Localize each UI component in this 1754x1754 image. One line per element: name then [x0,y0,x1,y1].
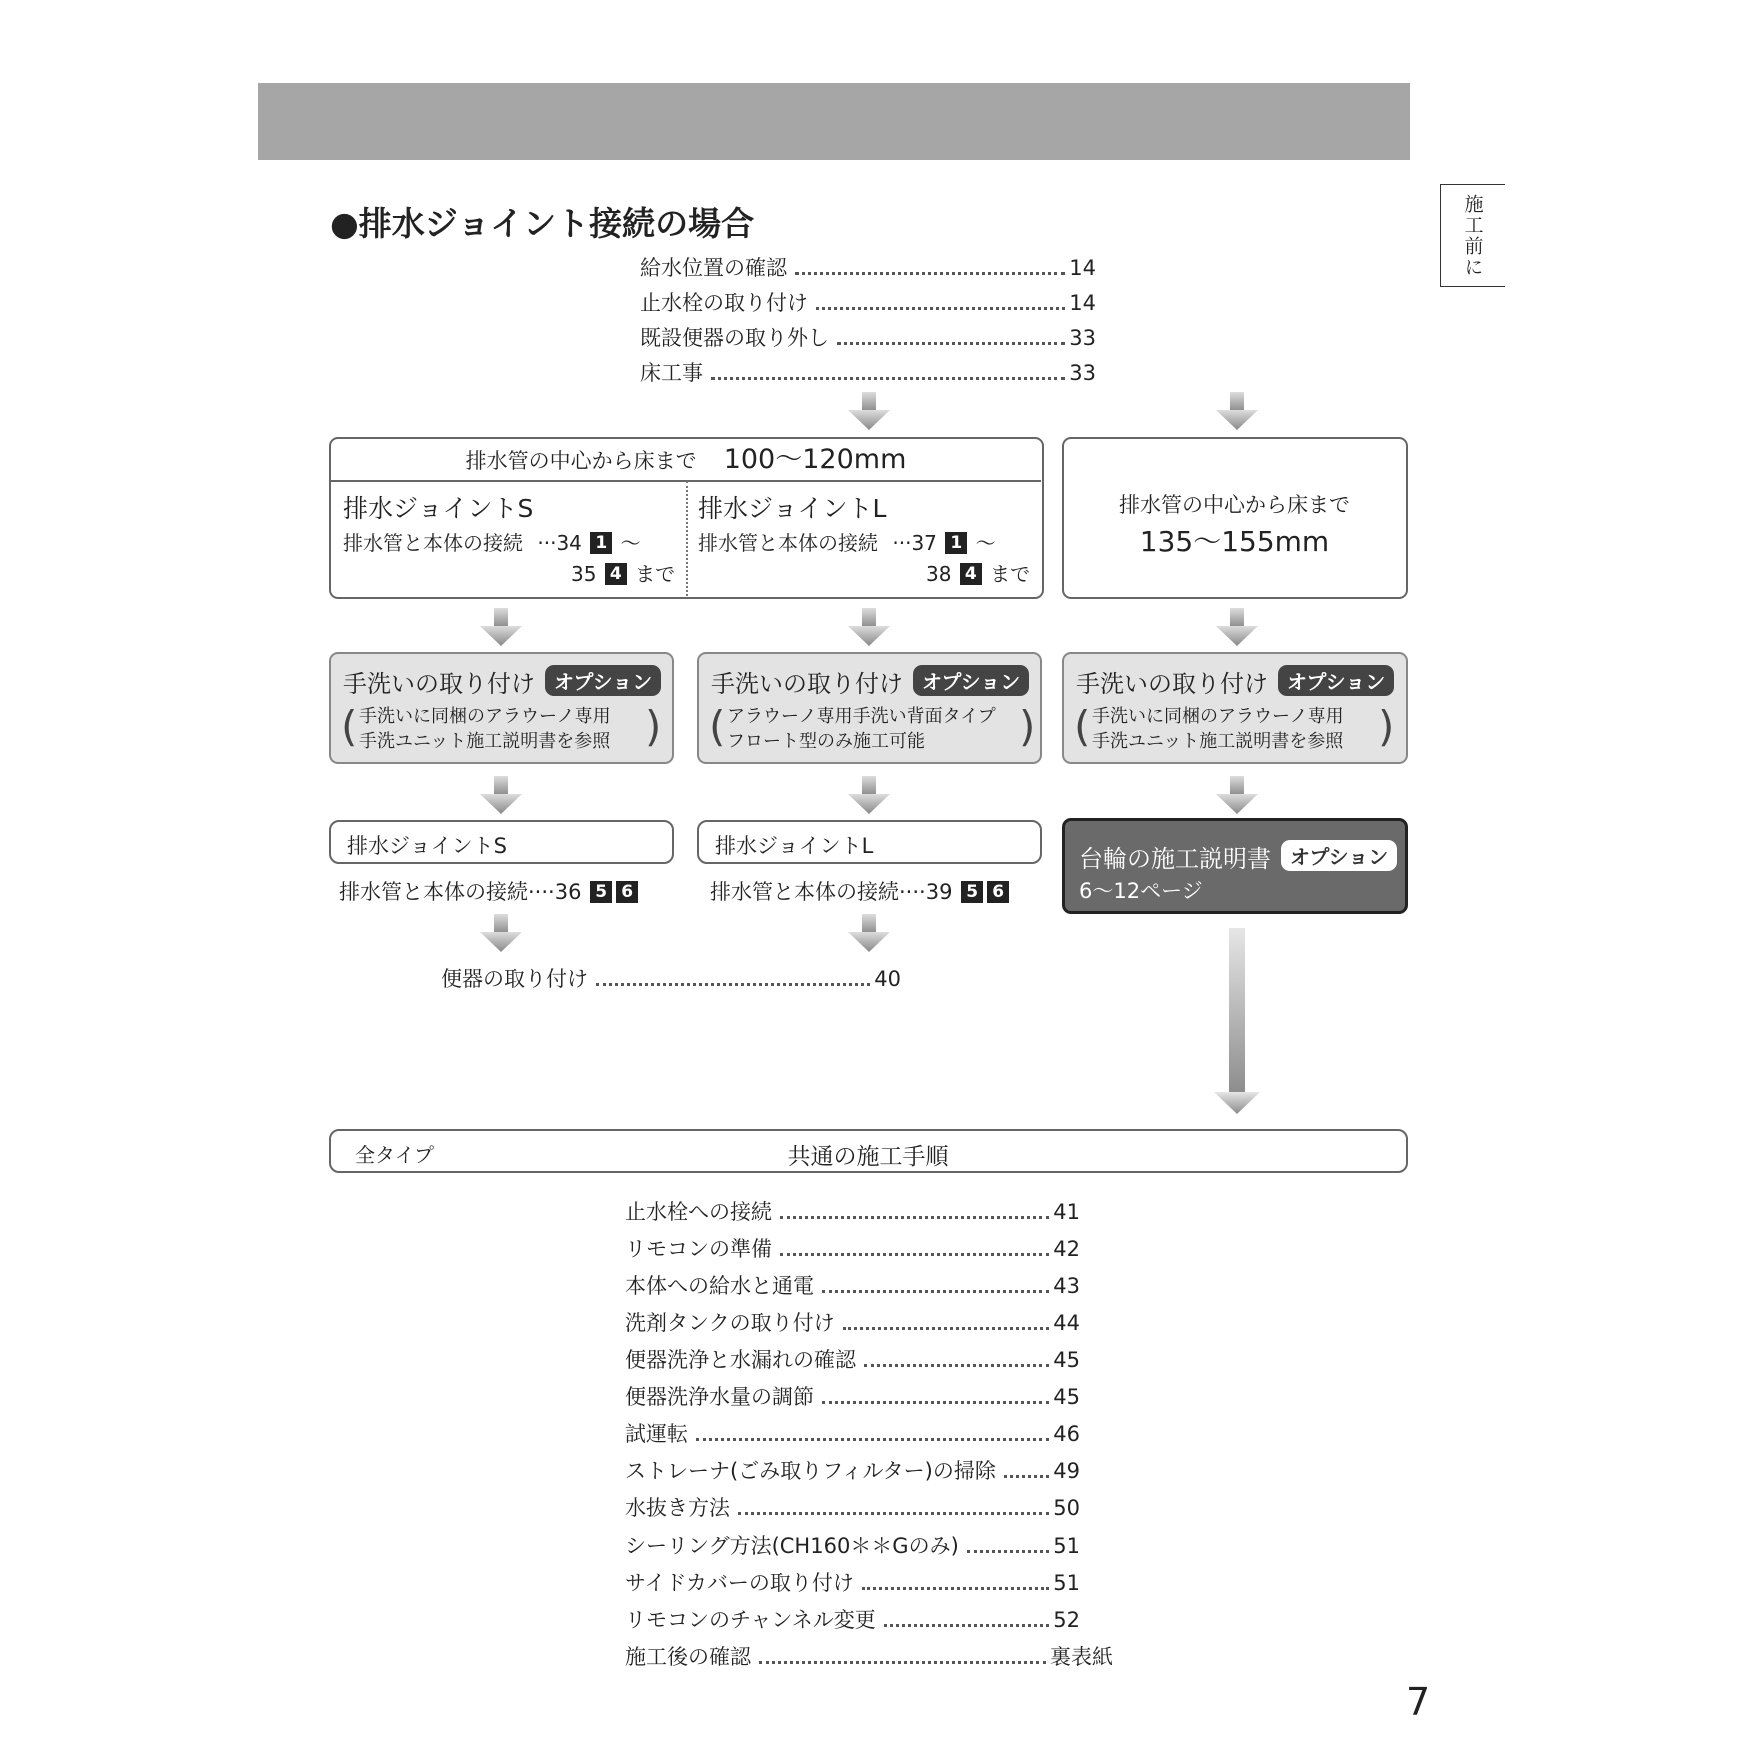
toc-page: 41 [1053,1200,1080,1224]
tilde: 〜 [975,531,996,555]
handwash-title-text: 手洗いの取り付け [343,670,535,698]
range-divider [686,481,688,596]
arrow-down-icon [848,392,890,430]
common-type: 全タイプ [355,1143,434,1167]
step-badge: 1 [945,532,967,554]
section-title: ●排水ジョイント接続の場合 [330,204,755,243]
toc-page: 45 [1053,1348,1080,1372]
joint-s-ref2: 35 [571,562,597,586]
option-badge: オプション [545,665,661,696]
joint-s-line [343,527,641,556]
option-badge: オプション [913,665,1029,696]
toilet-install-row[interactable] [441,963,901,993]
toc-row[interactable] [625,1196,1080,1226]
joint-l-ref: 39 [925,880,953,904]
arrow-down-icon [480,914,522,952]
dot-leader [738,1511,1049,1515]
made-label: まで [990,562,1031,586]
dot-leader: ··· [892,531,912,555]
dot-leader: ··· [537,531,557,555]
toc-label: ストレーナ(ごみ取りフィルター)の掃除 [625,1459,996,1483]
step-badge: 4 [605,563,627,585]
toc-page: 裏表紙 [1050,1645,1113,1669]
dot-leader [843,1326,1050,1330]
toc-row[interactable] [625,1567,1080,1597]
note-line: 手洗ユニット施工説明書を参照 [1092,731,1344,752]
pedestal-title [1079,839,1397,874]
toc-label: 洗剤タンクの取り付け [625,1311,835,1335]
arrow-down-icon [1216,392,1258,430]
pedestal-title-text: 台輪の施工説明書 [1079,845,1271,873]
joint-l-box-title: 排水ジョイントL [715,834,874,858]
toc-label: 床工事 [640,361,703,385]
range-box-100-120 [329,437,1044,599]
side-tab: 施工前に [1440,184,1505,287]
toc-label: 便器洗浄と水漏れの確認 [625,1348,856,1372]
page-number: 7 [1406,1680,1431,1724]
joint-l-line-label: 排水管と本体の接続 [698,531,878,555]
arrow-down-icon [480,776,522,814]
dot-leader: ···· [899,880,926,904]
toc-row[interactable] [625,1604,1080,1634]
dot-leader [1004,1474,1049,1478]
joint-s-box [329,820,674,864]
joint-s-line2 [571,558,675,587]
step-badge: 6 [616,881,638,903]
arrow-down-icon [848,608,890,646]
toc-row[interactable] [625,1492,1080,1522]
toc-label: サイドカバーの取り付け [625,1571,854,1595]
range-header-value: 100〜120mm [723,444,907,475]
toc-page: 43 [1053,1274,1080,1298]
toc-row[interactable] [625,1455,1080,1485]
arrow-down-long-icon [1214,928,1260,1114]
dot-leader [696,1437,1049,1441]
toc-label: 水抜き方法 [625,1496,730,1520]
toc-page: 46 [1053,1422,1080,1446]
toc-page: 52 [1053,1608,1080,1632]
joint-s-ref1: 34 [556,531,582,555]
dot-leader [864,1363,1049,1367]
joint-s-line-label: 排水管と本体の接続 [339,880,528,904]
dot-leader: ···· [528,880,555,904]
toc-row[interactable] [625,1418,1080,1448]
arrow-down-icon [1216,776,1258,814]
note-line: 手洗いに同梱のアラウーノ専用 [1092,706,1344,727]
dot-leader [596,982,870,986]
toc-page: 40 [874,967,901,991]
option-badge: オプション [1278,665,1394,696]
handwash-note [709,702,1036,754]
dot-leader [822,1289,1049,1293]
arrow-down-icon [1216,608,1258,646]
range-box-135-155 [1062,437,1408,599]
handwash-box-l [697,652,1042,764]
tilde: 〜 [620,531,641,555]
joint-l-ref2: 38 [926,562,952,586]
paren-open: ( [709,702,726,751]
joint-s-line-label: 排水管と本体の接続 [343,531,523,555]
step-badge: 4 [960,563,982,585]
joint-l-title: 排水ジョイントL [698,494,887,523]
step-badge: 5 [590,881,612,903]
toc-label: 試運転 [625,1422,688,1446]
handwash-note [341,702,662,754]
toc-page: 33 [1069,326,1096,350]
arrow-down-icon [848,914,890,952]
joint-s-line [339,876,640,906]
note-line: 手洗いに同梱のアラウーノ専用 [359,706,611,727]
toc-page: 14 [1069,291,1096,315]
arrow-down-icon [480,608,522,646]
joint-l-line [710,876,1011,906]
toc-page: 14 [1069,256,1096,280]
toc-row[interactable] [625,1530,1080,1560]
note-line: 手洗ユニット施工説明書を参照 [359,731,611,752]
joint-l-box [697,820,1042,864]
toc-label: 止水栓の取り付け [640,291,808,315]
dot-leader [780,1215,1049,1219]
toc-row[interactable] [625,1381,1080,1411]
handwash-title [711,664,1029,699]
common-title: 共通の施工手順 [787,1144,949,1170]
toc-label: リモコンの準備 [625,1237,772,1261]
toc-label: 便器洗浄水量の調節 [625,1385,814,1409]
toc-row[interactable] [625,1641,1113,1671]
paren-close: ) [645,702,662,751]
toc-row[interactable] [625,1233,1080,1263]
toc-row[interactable] [625,1307,1080,1337]
joint-s-box-title: 排水ジョイントS [347,834,507,858]
handwash-title [1076,664,1394,699]
dot-leader [884,1623,1050,1627]
toc-page: 51 [1053,1571,1080,1595]
paren-open: ( [341,702,358,751]
joint-l-line2 [926,558,1030,587]
pedestal-box [1062,818,1408,914]
toc-page: 45 [1053,1385,1080,1409]
joint-l-line-label: 排水管と本体の接続 [710,880,899,904]
common-box [329,1129,1408,1173]
toc-label: 施工後の確認 [625,1645,751,1669]
dot-leader [759,1660,1046,1664]
note-line: アラウーノ専用手洗い背面タイプ [727,706,996,727]
joint-l-line [698,527,996,556]
handwash-title-text: 手洗いの取り付け [711,670,903,698]
step-badge: 1 [590,532,612,554]
handwash-box-large [1062,652,1408,764]
toc-page: 33 [1069,361,1096,385]
toc-page: 42 [1053,1237,1080,1261]
toc-label: リモコンのチャンネル変更 [625,1608,876,1632]
toc-label: 給水位置の確認 [640,256,787,280]
handwash-box-s [329,652,674,764]
step-badge: 6 [987,881,1009,903]
dot-leader [822,1400,1049,1404]
joint-s-ref: 36 [554,880,582,904]
joint-s-title: 排水ジョイントS [343,494,534,523]
handwash-note [1074,702,1395,754]
toc-label: 便器の取り付け [441,967,588,991]
dot-leader [862,1586,1049,1590]
pedestal-pages: 6〜12ページ [1079,879,1203,903]
toc-label: 本体への給水と通電 [625,1274,814,1298]
range2-label: 排水管の中心から床まで [1119,493,1350,517]
range-header [331,439,1041,482]
toc-row[interactable] [625,1270,1080,1300]
handwash-title [343,664,661,699]
paren-open: ( [1074,702,1091,751]
toc-label: 既設便器の取り外し [640,326,829,350]
toc-page: 49 [1053,1459,1080,1483]
paren-close: ) [1378,702,1395,751]
toc-page: 50 [1053,1496,1080,1520]
toc-page: 51 [1053,1534,1080,1558]
toc-label: シーリング方法(CH160＊＊Gのみ) [625,1534,959,1558]
option-badge: オプション [1281,840,1397,871]
step-badge: 5 [961,881,983,903]
toc-page: 44 [1053,1311,1080,1335]
made-label: まで [635,562,676,586]
toc-label: 止水栓への接続 [625,1200,772,1224]
range-header-label: 排水管の中心から床まで [465,449,697,473]
dot-leader [780,1252,1049,1256]
paren-close: ) [1019,702,1036,751]
handwash-title-text: 手洗いの取り付け [1076,670,1268,698]
range2-value: 135〜155mm [1139,525,1330,558]
joint-l-ref1: 37 [911,531,937,555]
note-line: フロート型のみ施工可能 [727,731,925,752]
toc-row[interactable] [625,1344,1080,1374]
arrow-down-icon [848,776,890,814]
dot-leader [967,1549,1049,1553]
